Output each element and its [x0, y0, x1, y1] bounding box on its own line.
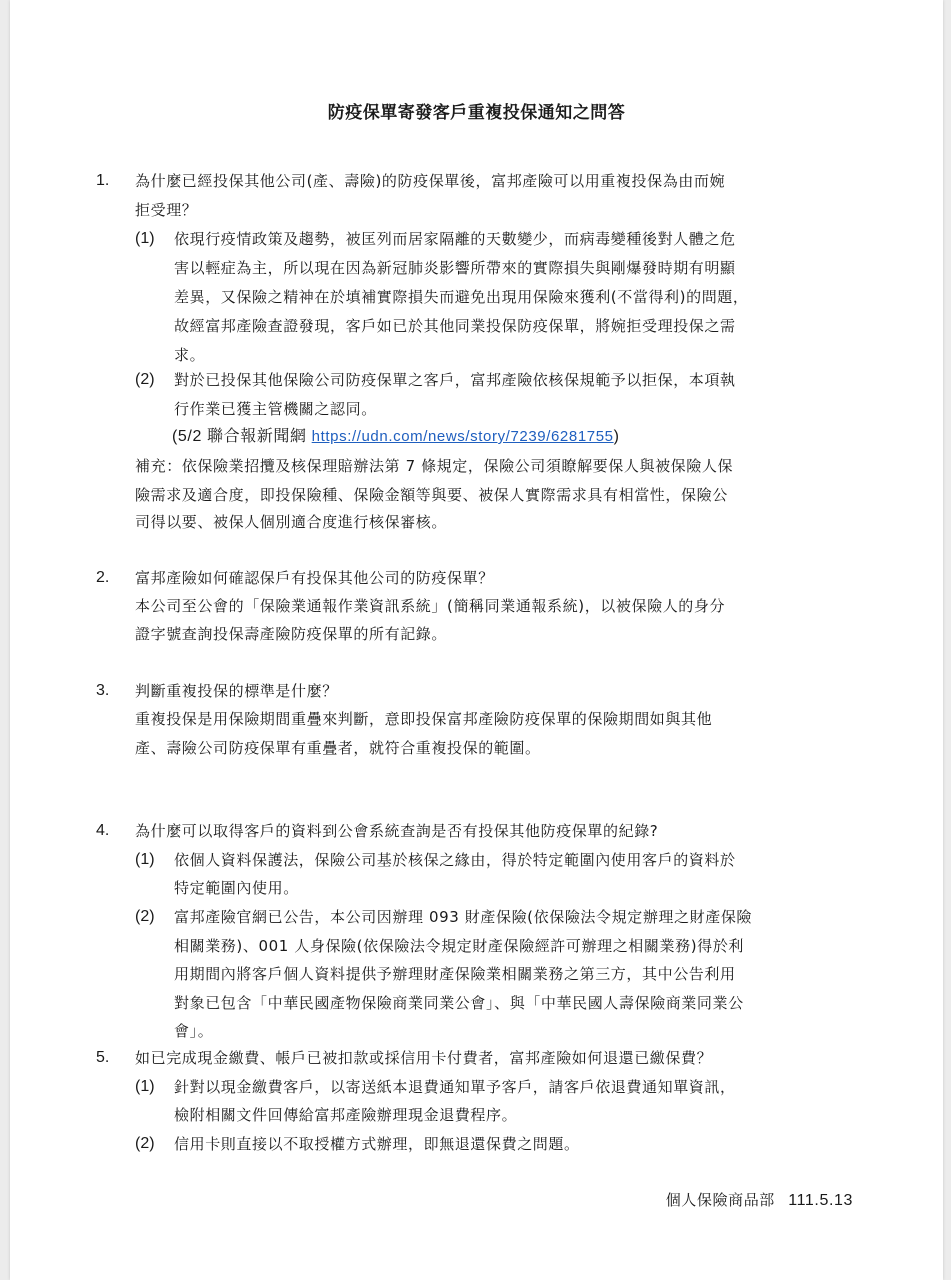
question-number: 1. [96, 172, 110, 189]
answer-number: (2) [135, 371, 155, 388]
news-source [172, 426, 620, 447]
news-link[interactable]: https://udn.com/news/story/7239/6281755 [311, 428, 614, 445]
answer-number: (2) [135, 1135, 155, 1152]
answer-text-line: 特定範圍內使用。 [174, 879, 299, 897]
answer-text-line: 會」。 [174, 1022, 214, 1040]
answer-text-line: 害以輕症為主，所以現在因為新冠肺炎影響所帶來的實際損失與剛爆發時期有明顯 [174, 259, 736, 277]
answer-text-line: 相關業務)、001 人身保險(依保險法令規定財產保險經許可辦理之相關業務)得於利 [174, 937, 744, 955]
answer-number: (1) [135, 230, 155, 247]
question-text-line: 如已完成現金繳費、帳戶已被扣款或採信用卡付費者，富邦產險如何退還已繳保費？ [135, 1049, 713, 1067]
answer-text-line: 對於已投保其他保險公司防疫保單之客戶，富邦產險依核保規範予以拒保，本項執 [174, 371, 736, 389]
document-date: 111.5.13 [788, 1192, 853, 1209]
answer-text-line: 求。 [174, 346, 206, 364]
question-number: 2. [96, 569, 110, 586]
supplement-text-line: 補充：依保險業招攬及核保理賠辦法第 7 條規定，保險公司須瞭解要保人與被保險人保 [135, 457, 734, 475]
answer-text-line: 行作業已獲主管機關之認同。 [174, 400, 377, 418]
answer-text-line: 產、壽險公司防疫保單有重疊者，就符合重複投保的範圍。 [135, 739, 541, 757]
supplement-text-line: 司得以要、被保人個別適合度進行核保審核。 [135, 513, 448, 531]
answer-text-line: 用期間內將客戶個人資料提供予辦理財產保險業相關業務之第三方，其中公告利用 [174, 965, 736, 983]
answer-text-line: 重複投保是用保險期間重疊來判斷，意即投保富邦產險防疫保單的保險期間如與其他 [135, 710, 713, 728]
answer-text-line: 依個人資料保護法，保險公司基於核保之緣由，得於特定範圍內使用客戶的資料於 [174, 851, 736, 869]
answer-text-line: 證字號查詢投保壽產險防疫保單的所有記錄。 [135, 625, 448, 643]
answer-number: (1) [135, 1078, 155, 1095]
news-source-suffix: ) [613, 428, 620, 445]
document-page [10, 0, 943, 1280]
answer-text-line: 針對以現金繳費客戶，以寄送紙本退費通知單予客戶，請客戶依退費通知單資訊， [174, 1078, 736, 1096]
question-text-line: 拒受理？ [135, 201, 198, 219]
question-text-line: 富邦產險如何確認保戶有投保其他公司的防疫保單？ [135, 569, 494, 587]
answer-number: (2) [135, 908, 155, 925]
answer-text-line: 本公司至公會的「保險業通報作業資訊系統」(簡稱同業通報系統)，以被保險人的身分 [135, 597, 726, 615]
document-title: 防疫保單寄發客戶重複投保通知之問答 [327, 103, 626, 123]
supplement-text-line: 險需求及適合度，即投保險種、保險金額等與要、被保人實際需求具有相當性，保險公 [135, 486, 728, 504]
answer-text-line: 對象已包含「中華民國產物保險商業同業公會」、與「中華民國人壽保險商業同業公 [174, 994, 744, 1012]
question-text-line: 為什麼可以取得客戶的資料到公會系統查詢是否有投保其他防疫保單的紀錄? [135, 822, 659, 840]
question-number: 3. [96, 682, 110, 699]
answer-text-line: 富邦產險官網已公告，本公司因辦理 093 財產保險(依保險法令規定辦理之財產保險 [174, 908, 753, 926]
answer-number: (1) [135, 851, 155, 868]
answer-text-line: 故經富邦產險查證發現，客戶如已於其他同業投保防疫保單，將婉拒受理投保之需 [174, 317, 736, 335]
answer-text-line: 信用卡則直接以不取授權方式辦理，即無退還保費之問題。 [174, 1135, 580, 1153]
question-text-line: 為什麼已經投保其他公司(產、壽險)的防疫保單後，富邦產險可以用重複投保為由而婉 [135, 172, 726, 190]
answer-text-line: 差異，又保險之精神在於填補實際損失而避免出現用保險來獲利(不當得利)的問題， [174, 288, 749, 306]
answer-text-line: 檢附相關文件回傳給富邦產險辦理現金退費程序。 [174, 1106, 518, 1124]
department-name: 個人保險商品部 [665, 1191, 775, 1209]
question-text-line: 判斷重複投保的標準是什麼？ [135, 682, 338, 700]
news-source-prefix: (5/2 聯合報新聞網 [172, 428, 312, 445]
document-footer [666, 1190, 853, 1211]
question-number: 5. [96, 1049, 110, 1066]
question-number: 4. [96, 822, 110, 839]
answer-text-line: 依現行疫情政策及趨勢，被匡列而居家隔離的天數變少，而病毒變種後對人體之危 [174, 230, 736, 248]
